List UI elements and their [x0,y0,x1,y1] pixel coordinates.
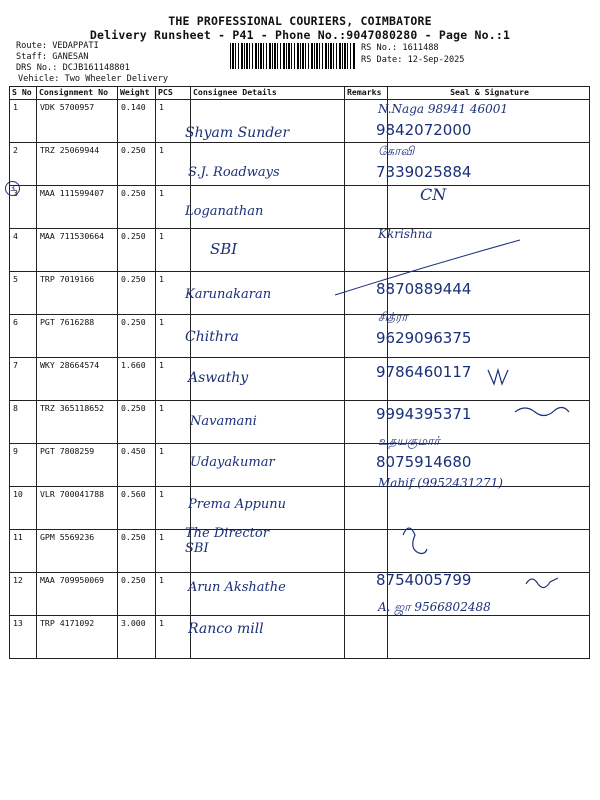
handwritten-consignee: Ranco mill [188,621,264,637]
cell-pcs: 1 [156,358,191,401]
cell-consignment: MAA 711530664 [37,229,118,272]
handwritten-signature: கோவி [378,143,415,158]
cell-consignment: GPM 5569236 [37,530,118,573]
handwritten-signature: சித்ரா [378,309,408,324]
cell-consignment: MAA 709950069 [37,573,118,616]
cell-consignment: VDK 5700957 [37,100,118,143]
col-header-weight: Weight [118,87,156,100]
cell-pcs: 1 [156,100,191,143]
col-header-sno: S No [10,87,37,100]
handwritten-consignee: Udayakumar [190,455,275,470]
handwritten-consignee: Navamani [190,413,257,429]
cell-pcs: 1 [156,573,191,616]
cell-sno: 5 [10,272,37,315]
cell-weight: 3.000 [118,616,156,659]
handwritten-consignee: Loganathan [185,204,264,219]
cell-weight: 0.140 [118,100,156,143]
handwritten-phone: 9629096375 [376,328,472,347]
handwritten-signature: N.Naga 98941 46001 [378,102,509,116]
rs-number: RS No.: 1611488 [361,43,439,53]
cell-pcs: 1 [156,616,191,659]
company-title: THE PROFESSIONAL COURIERS, COIMBATORE [168,14,432,28]
handwritten-signature: Kkrishna [378,226,433,241]
handwritten-consignee: Arun Akshathe [188,579,286,595]
route-label: Route: VEDAPPATI [16,41,99,51]
cell-sno: 8 [10,401,37,444]
cell-weight: 1.660 [118,358,156,401]
signature-scribble-row12 [526,578,558,588]
cell-consignment: PGT 7616288 [37,315,118,358]
handwritten-phone: 7339025884 [376,162,472,181]
cell-sno: 3 [10,186,37,229]
col-header-consignment: Consignment No [37,87,118,100]
handwritten-consignee: Shyam Sunder [185,125,290,141]
handwritten-consignee: Prema Appunu [188,496,287,512]
cell-weight: 0.250 [118,229,156,272]
cell-sno: 9 [10,444,37,487]
handwritten-consignee: The Director SBI [185,526,269,556]
col-header-remarks: Remarks [345,87,388,100]
cell-weight: 0.250 [118,272,156,315]
cell-weight: 0.250 [118,315,156,358]
cell-weight: 0.450 [118,444,156,487]
cell-pcs: 1 [156,401,191,444]
handwritten-phone: 8870889444 [376,280,472,298]
circled-number-mark: 3 [5,181,20,196]
cell-consignment: WKY 28664574 [37,358,118,401]
cell-pcs: 1 [156,186,191,229]
col-header-signature: Seal & Signature [388,87,590,100]
handwritten-consignee: Aswathy [188,370,249,386]
cell-sno: 13 [10,616,37,659]
cell-consignment: TRZ 25069944 [37,143,118,186]
cell-weight: 0.250 [118,573,156,616]
col-header-pcs: PCS [156,87,191,100]
cell-consignment: PGT 7808259 [37,444,118,487]
handwritten-signature: CN [420,185,447,204]
cell-consignment: TRZ 365118652 [37,401,118,444]
handwritten-phone: 8075914680 [376,453,472,471]
cell-consignment: TRP 4171092 [37,616,118,659]
drs-label: DRS No.: DCJB161148801 [16,63,130,73]
handwritten-consignee: SBI [210,239,238,258]
cell-consignment: VLR 700041788 [37,487,118,530]
cell-weight: 0.250 [118,143,156,186]
cell-pcs: 1 [156,530,191,573]
cell-sno: 11 [10,530,37,573]
cell-pcs: 1 [156,229,191,272]
cell-sno: 12 [10,573,37,616]
handwritten-signature: உதயகுமார் [378,434,440,448]
handwritten-phone: 9994395371 [376,404,472,423]
handwritten-signature: Mahif (9952431271) [378,475,503,490]
cell-sno: 7 [10,358,37,401]
handwritten-phone: 9842072000 [376,121,472,139]
signature-scribble-row11 [403,528,427,554]
cell-pcs: 1 [156,143,191,186]
signature-scribble-row7 [488,370,508,384]
cell-pcs: 1 [156,487,191,530]
cell-pcs: 1 [156,444,191,487]
cell-sno: 1 [10,100,37,143]
cell-weight: 0.560 [118,487,156,530]
staff-label: Staff: GANESAN [16,52,89,62]
cell-weight: 0.250 [118,530,156,573]
handwritten-consignee: Karunakaran [185,287,272,302]
cell-weight: 0.250 [118,186,156,229]
cell-pcs: 1 [156,272,191,315]
handwritten-consignee: S.J. Roadways [188,164,280,180]
cell-sno: 4 [10,229,37,272]
cell-consignment: MAA 111599407 [37,186,118,229]
cell-sno: 6 [10,315,37,358]
handwritten-phone: 8754005799 [376,570,472,589]
handwritten-phone: 9786460117 [376,363,472,381]
runsheet-subtitle: Delivery Runsheet - P41 - Phone No.:9047080280 - Page No.:1 [89,28,511,42]
cell-sno: 10 [10,487,37,530]
cell-pcs: 1 [156,315,191,358]
handwritten-signature: A. ஜா 9566802488 [378,600,491,614]
rs-date: RS Date: 12-Sep-2025 [361,55,465,65]
cell-sno: 2 [10,143,37,186]
handwritten-consignee: Chithra [185,328,239,345]
col-header-consignee: Consignee Details [191,87,345,100]
vehicle-label: Vehicle: Two Wheeler Delivery [18,74,169,84]
cell-consignment: TRP 7019166 [37,272,118,315]
signature-scribble-row8 [515,407,569,415]
cell-weight: 0.250 [118,401,156,444]
